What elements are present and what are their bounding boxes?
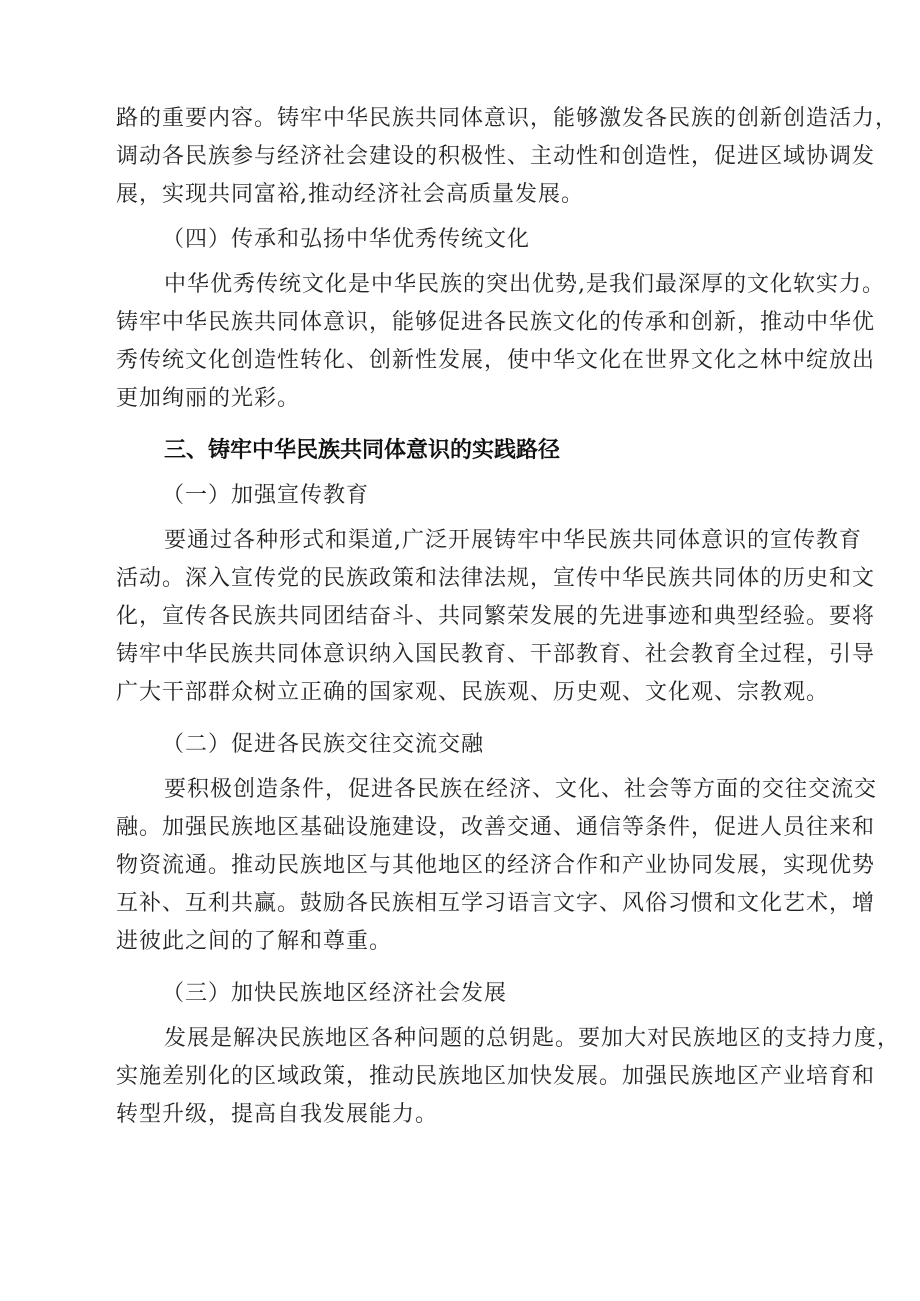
paragraph-line: 展，实现共同富裕,推动经济社会高质量发展。 xyxy=(116,182,584,207)
subheading-1: （一）加强宣传教育 xyxy=(162,483,370,508)
subheading-4: （四）传承和弘扬中华优秀传统文化 xyxy=(162,227,531,252)
paragraph-line: 活动。深入宣传党的民族政策和法律法规，宣传中华民族共同体的历史和文 xyxy=(116,566,876,591)
paragraph-line: 调动各民族参与经济社会建设的积极性、主动性和创造性，促进区域协调发 xyxy=(116,144,876,169)
paragraph-line: 要积极创造条件，促进各民族在经济、文化、社会等方面的交往交流交 xyxy=(164,777,878,802)
paragraph-line: 秀传统文化创造性转化、创新性发展，使中华文化在世界文化之林中绽放出 xyxy=(116,348,876,373)
paragraph-line: 互补、互利共赢。鼓励各民族相互学习语言文字、风俗习惯和文化艺术，增 xyxy=(116,891,876,916)
paragraph-line: 发展是解决民族地区各种问题的总钥匙。要加大对民族地区的支持力度， xyxy=(164,1026,901,1051)
paragraph-line: 路的重要内容。铸牢中华民族共同体意识，能够激发各民族的创新创造活力， xyxy=(116,106,899,131)
subheading-2: （二）促进各民族交往交流交融 xyxy=(162,732,485,757)
section-heading-3: 三、铸牢中华民族共同体意识的实践路径 xyxy=(164,438,561,463)
paragraph-line: 进彼此之间的了解和尊重。 xyxy=(116,929,393,954)
paragraph-line: 铸牢中华民族共同体意识，能够促进各民族文化的传承和创新，推动中华优 xyxy=(116,310,876,335)
paragraph-line: 中华优秀传统文化是中华民族的突出优势,是我们最深厚的文化软实力。 xyxy=(164,272,885,297)
document-body xyxy=(116,100,901,1134)
subheading-3: （三）加快民族地区经济社会发展 xyxy=(162,981,508,1006)
paragraph-line: 物资流通。推动民族地区与其他地区的经济合作和产业协同发展，实现优势 xyxy=(116,853,876,878)
paragraph-line: 广大干部群众树立正确的国家观、民族观、历史观、文化观、宗教观。 xyxy=(116,680,830,705)
paragraph-line: 转型升级，提高自我发展能力。 xyxy=(116,1102,439,1127)
paragraph-line: 融。加强民族地区基础设施建设，改善交通、通信等条件，促进人员往来和 xyxy=(116,815,876,840)
paragraph-line: 要通过各种形式和渠道,广泛开展铸牢中华民族共同体意识的宣传教育 xyxy=(164,528,862,553)
paragraph-line: 化，宣传各民族共同团结奋斗、共同繁荣发展的先进事迹和典型经验。要将 xyxy=(116,604,876,629)
paragraph-line: 实施差别化的区域政策，推动民族地区加快发展。加强民族地区产业培育和 xyxy=(116,1064,876,1089)
paragraph-line: 更加绚丽的光彩。 xyxy=(116,386,301,411)
paragraph-line: 铸牢中华民族共同体意识纳入国民教育、干部教育、社会教育全过程，引导 xyxy=(116,642,876,667)
